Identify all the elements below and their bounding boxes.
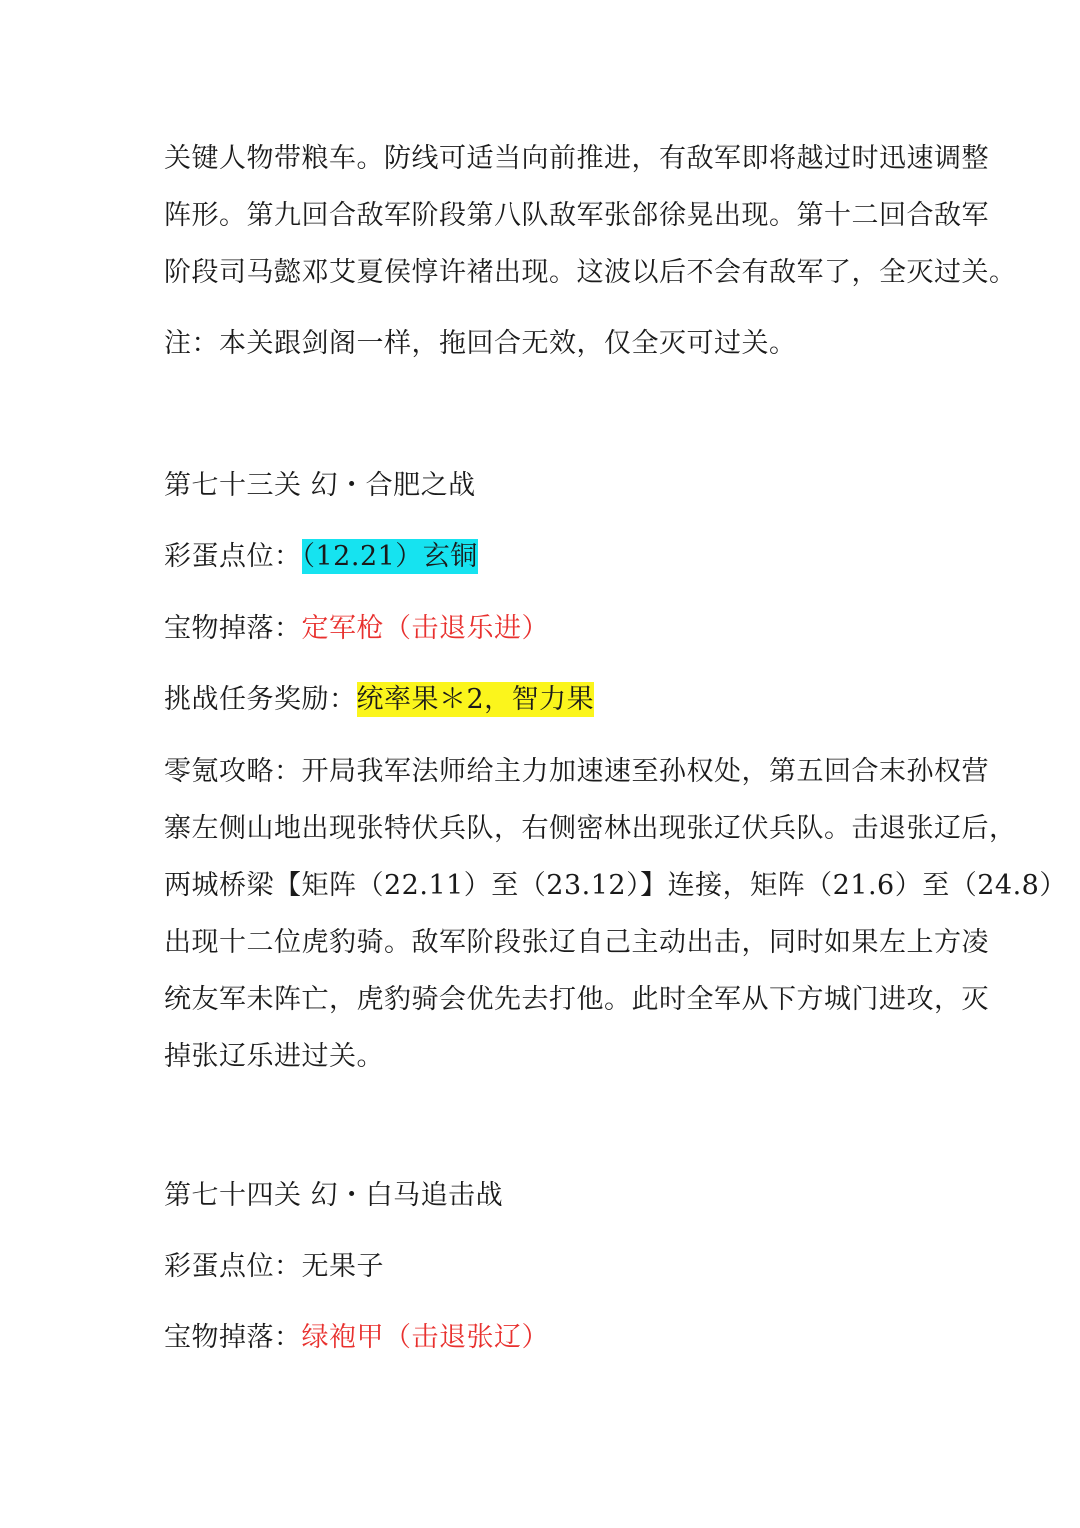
strategy-line: 统友军未阵亡，虎豹骑会优先去打他。此时全军从下方城门进攻，灭 [164,984,989,1015]
strategy-line: 零氪攻略：开局我军法师给主力加速速至孙权处，第五回合末孙权营 [164,756,989,787]
treasure-label: 宝物掉落： [164,1322,302,1353]
level74-egg-row [164,1247,384,1287]
level74-title: 第七十四关 幻・白马追击战 [164,1180,504,1211]
challenge-label: 挑战任务奖励： [164,684,357,715]
level74-treasure-row [164,1318,549,1358]
level73-egg-row [164,537,478,577]
intro-line: 关键人物带粮车。防线可适当向前推进，有敌军即将越过时迅速调整 [164,143,989,174]
treasure-value: 绿袍甲（击退张辽） [301,1322,549,1353]
challenge-value-highlight: 统率果＊2，智力果 [356,684,595,715]
intro-note: 注：本关跟剑阁一样，拖回合无效，仅全灭可过关。 [164,328,797,359]
egg-value-highlight: （12.21）玄铜 [301,541,478,572]
treasure-label: 宝物掉落： [164,613,302,644]
level73-strategy [164,743,1067,1085]
egg-label: 彩蛋点位： [164,1251,302,1282]
egg-label: 彩蛋点位： [164,541,302,572]
intro-line: 阶段司马懿邓艾夏侯惇许褚出现。这波以后不会有敌军了，全灭过关。 [164,257,1017,288]
egg-value: 无果子 [301,1251,384,1282]
intro-paragraph [164,130,1017,301]
level73-challenge-row [164,680,594,720]
level73-title: 第七十三关 幻・合肥之战 [164,470,476,501]
treasure-value: 定军枪（击退乐进） [301,613,549,644]
strategy-line: 两城桥梁【矩阵（22.11）至（23.12）】连接，矩阵（21.6）至（24.8） [164,870,1067,901]
intro-line: 阵形。第九回合敌军阶段第八队敌军张郃徐晃出现。第十二回合敌军 [164,200,989,231]
strategy-line: 掉张辽乐进过关。 [164,1041,384,1072]
strategy-line: 出现十二位虎豹骑。敌军阶段张辽自己主动出击，同时如果左上方凌 [164,927,989,958]
strategy-line: 寨左侧山地出现张特伏兵队，右侧密林出现张辽伏兵队。击退张辽后， [164,813,1017,844]
level73-treasure-row [164,609,549,649]
